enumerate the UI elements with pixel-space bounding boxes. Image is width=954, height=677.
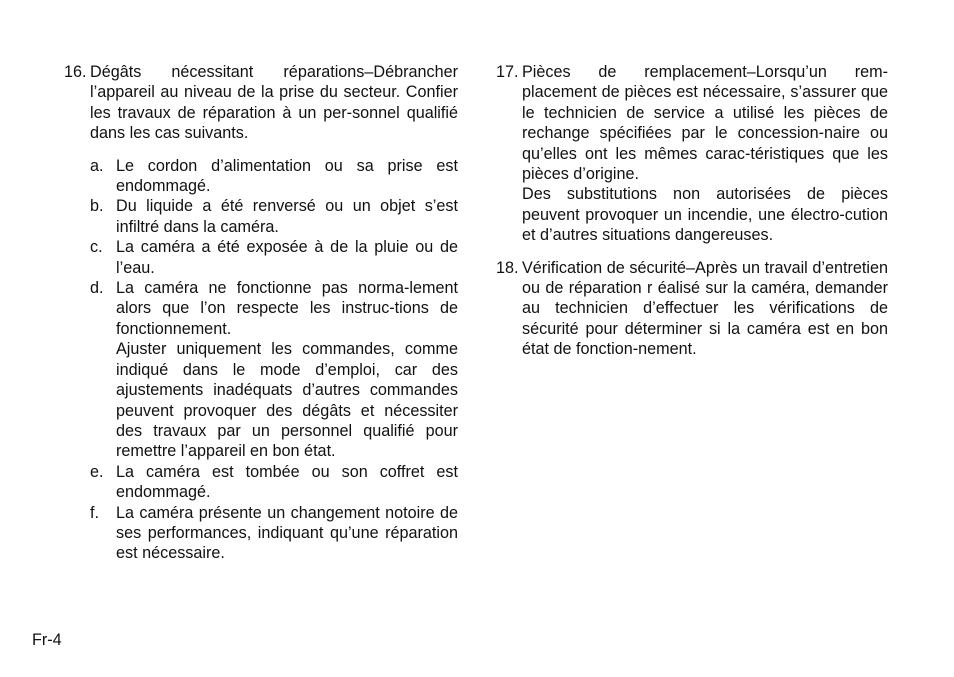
subitem-text: Le cordon d’alimentation ou sa prise est endommagé. — [116, 156, 458, 196]
subitem-list — [90, 156, 458, 564]
subitem-label: b. — [90, 197, 104, 216]
subitem-label: a. — [90, 156, 104, 175]
item-text: Pièces de remplacement–Lorsqu’un rem-placement de pièces est nécessaire, s’assurer que le technicien de service a utilisé les pièces de rechange spécifiées par le concession-naire ou qu’elles ont les mêmes carac-téristiques que les pièces d’origine. — [522, 63, 888, 184]
subitem-text: La caméra ne fonctionne pas norma-lement alors que l’on respecte les instruc-tions de fonctionnement. — [116, 279, 458, 338]
subitem-e — [90, 462, 458, 503]
item-number: 16. — [64, 63, 87, 81]
page-number: Fr-4 — [32, 631, 62, 649]
subitem-text: La caméra est tombée ou son coffret est endommagé. — [116, 462, 458, 502]
item-number: 18. — [496, 258, 519, 277]
item-17 — [496, 62, 888, 246]
subitem-text: La caméra présente un changement notoire de ses performances, indiquant qu’une réparation est nécessaire. — [116, 503, 458, 563]
subitem-label: e. — [90, 462, 104, 481]
subitem-label: d. — [90, 279, 104, 298]
item-body — [522, 62, 888, 246]
item-text: Vérification de sécurité–Après un travail d’entretien ou de réparation r éalisé sur la caméra, demander au technicien d’effectuer les vérifications de sécurité pour déterminer si la caméra est en bon état de fonction-nement. — [522, 258, 888, 359]
subitem-label: c. — [90, 238, 103, 257]
subitem-text: Du liquide a été renversé ou un objet s’est infiltré dans la caméra. — [116, 197, 458, 236]
right-column — [496, 62, 888, 360]
item-number: 17. — [496, 63, 519, 81]
subitem-text: La caméra a été exposée à de la pluie ou de l’eau. — [116, 238, 458, 277]
item-16 — [64, 62, 458, 564]
item-body — [522, 258, 888, 360]
item-spacer — [496, 246, 888, 258]
left-column — [64, 62, 458, 564]
subitem-f — [90, 503, 458, 564]
subitem-a — [90, 156, 458, 197]
item-text: Dégâts nécessitant réparations–Débrancher l’appareil au niveau de la prise du secteur. Confier les travaux de réparation à un per-sonnel qualifié dans les cas suivants. — [90, 63, 458, 143]
item-extra-text: Des substitutions non autorisées de pièces peuvent provoquer un incendie, une électro-cution et d’autres situations dangereuses. — [522, 185, 888, 245]
subitem-extra-text: Ajuster uniquement les commandes, comme indiqué dans le mode d’emploi, car des ajustements inadéquats d’autres commandes peuvent provoquer des dégâts et nécessiter des travaux par un personnel qualifié pour remettre l’appareil en bon état. — [116, 340, 458, 461]
subitem-c — [90, 237, 458, 278]
item-body — [90, 62, 458, 564]
subitem-d — [90, 278, 458, 462]
subitem-label: f. — [90, 503, 99, 522]
item-18 — [496, 258, 888, 360]
subitem-body — [116, 278, 458, 462]
subitem-b — [90, 196, 458, 237]
